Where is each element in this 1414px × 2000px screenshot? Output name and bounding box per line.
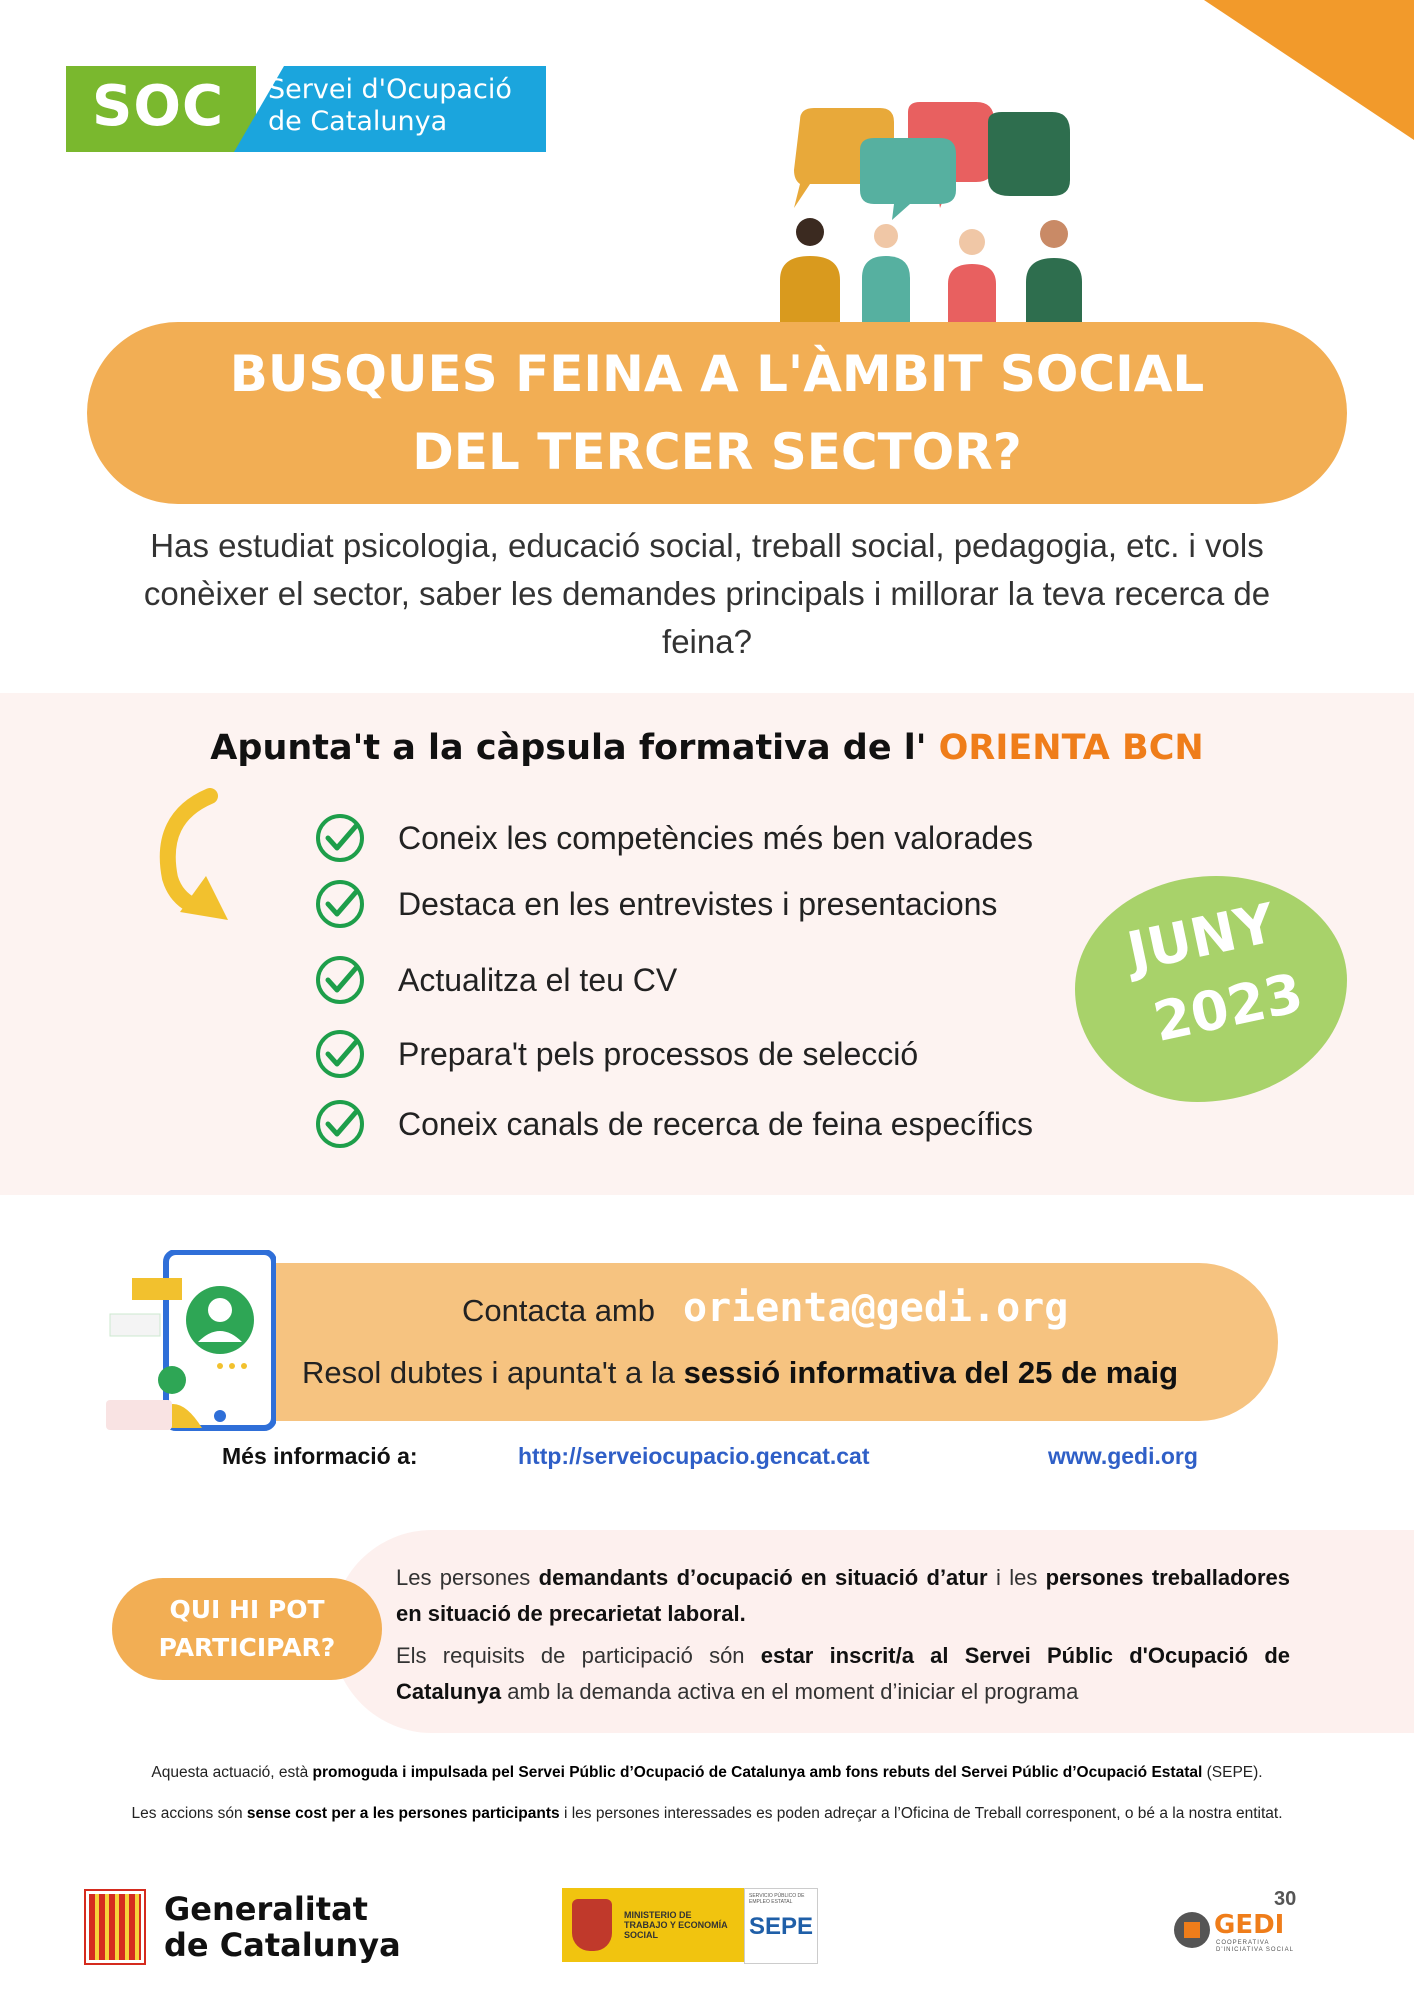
gedi-logo <box>1170 1888 1310 1958</box>
people-icons <box>780 218 1082 322</box>
checklist-item <box>314 812 1114 864</box>
checklist-text: Prepara't pels processos de selecció <box>398 1035 919 1072</box>
contact-email-link[interactable]: orienta@gedi.org <box>683 1285 1069 1331</box>
phone-contact-icon <box>106 1250 276 1436</box>
text-run-bold: estar inscrit/a al Servei Públic d'Ocupació de Catalunya <box>396 1643 1290 1704</box>
footnote-funding <box>100 1762 1314 1784</box>
generalitat-logo <box>86 1891 401 1963</box>
text-run: i les <box>995 1565 1038 1590</box>
catalan-flag-icon <box>86 1891 144 1963</box>
title-line-1: BUSQUES FEINA A L'ÀMBIT SOCIAL <box>229 345 1205 403</box>
curved-arrow-icon <box>150 788 240 928</box>
capsule-highlight: ORIENTA BCN <box>938 728 1204 768</box>
date-month: JUNY <box>1122 891 1281 984</box>
text-run-bold: demandants d’ocupació en situació d’atur <box>538 1565 988 1590</box>
capsule-heading <box>0 728 1414 768</box>
date-year: 2023 <box>1148 961 1309 1054</box>
generalitat-name <box>164 1891 401 1963</box>
soc-name: Servei d'Ocupació de Catalunya <box>268 74 512 137</box>
text-run: Les persones <box>396 1565 531 1590</box>
sepe-subtitle: SERVICIO PÚBLICO DE EMPLEO ESTATAL <box>749 1893 805 1905</box>
check-circle-icon <box>314 878 366 930</box>
text-run: Aquesta actuació, està <box>151 1764 309 1781</box>
text-run: Les accions són <box>131 1805 243 1822</box>
eligibility-text <box>396 1560 1290 1716</box>
eligibility-pill-line-2: PARTICIPAR? <box>158 1633 336 1662</box>
text-run: i les persones interessades es poden adreçar a l’Oficina de Treball corresponent, o bé a la nostra entitat. <box>563 1805 1283 1822</box>
ministerio-block <box>562 1888 744 1962</box>
checklist-item <box>314 878 1114 930</box>
generalitat-line-1: Generalitat <box>164 1890 368 1928</box>
soc-abbr: SOC <box>92 74 225 139</box>
eligibility-paragraph-2 <box>396 1638 1290 1710</box>
text-run-bold: persones treballadores en situació de precarietat laboral. <box>396 1565 1290 1626</box>
text-run: Els requisits de participació són <box>396 1643 745 1668</box>
contact-label: Contacta amb <box>462 1293 655 1328</box>
sepe-block <box>744 1888 818 1964</box>
gencat-link[interactable]: http://serveiocupacio.gencat.cat <box>518 1443 870 1469</box>
soc-logo <box>66 66 546 152</box>
capsule-prefix: Apunta't a la càpsula formativa de l' <box>210 728 927 768</box>
title-banner <box>87 322 1347 504</box>
speech-bubble-icons <box>794 102 1070 220</box>
sepe-name: SEPE <box>749 1913 814 1940</box>
gedi-name: GEDI <box>1214 1910 1285 1940</box>
eligibility-pill-line-1: QUI HI POT <box>169 1595 325 1624</box>
people-talking-illustration <box>780 100 1100 322</box>
gedi-mark-icon <box>1174 1912 1210 1948</box>
check-circle-icon <box>314 954 366 1006</box>
generalitat-line-2: de Catalunya <box>164 1926 401 1964</box>
intro-text: Has estudiat psicologia, educació social, treball social, pedagogia, etc. i vols conèixer el sector, saber les demandes principals i millorar la teva recerca de feina? <box>143 527 1271 660</box>
eligibility-pill <box>112 1578 382 1680</box>
text-run: (SEPE). <box>1206 1764 1263 1781</box>
footnote-cost <box>100 1803 1314 1825</box>
checklist-text: Coneix canals de recerca de feina específics <box>398 1105 1034 1142</box>
checklist-item <box>314 954 1114 1006</box>
gedi-subtitle: COOPERATIVA D'INICIATIVA SOCIAL <box>1216 1940 1294 1953</box>
checklist-text: Actualitza el teu CV <box>398 961 678 998</box>
checklist-item <box>314 1028 1114 1080</box>
ministerio-name: MINISTERIO DE TRABAJO Y ECONOMÍA SOCIAL <box>624 1910 728 1940</box>
text-run-bold: promoguda i impulsada pel Servei Públic d’Ocupació de Catalunya amb fons rebuts del Servei Públic d’Ocupació Estatal <box>312 1764 1203 1781</box>
corner-decoration <box>1204 0 1414 140</box>
spain-crest-icon <box>572 1899 612 1951</box>
check-circle-icon <box>314 1098 366 1150</box>
checklist-text: Destaca en les entrevistes i presentacions <box>398 885 998 922</box>
check-circle-icon <box>314 1028 366 1080</box>
title-line-2: DEL TERCER SECTOR? <box>412 423 1022 481</box>
checklist-text: Coneix les competències més ben valorades <box>398 819 1033 856</box>
check-circle-icon <box>314 812 366 864</box>
contact-line <box>462 1285 1068 1331</box>
session-line <box>302 1355 1178 1391</box>
text-run: amb la demanda activa en el moment d’iniciar el programa <box>507 1679 1079 1704</box>
checklist-item <box>314 1098 1114 1150</box>
session-prefix: Resol dubtes i apunta't a la <box>302 1355 675 1390</box>
text-run-bold: sense cost per a les persones participants <box>246 1805 560 1822</box>
ministerio-sepe-logo <box>562 1888 820 1962</box>
gedi-anniversary: 30 <box>1274 1888 1297 1910</box>
gedi-link[interactable]: www.gedi.org <box>1048 1443 1198 1469</box>
eligibility-paragraph-1 <box>396 1560 1290 1632</box>
session-date: sessió informativa del 25 de maig <box>683 1355 1179 1390</box>
more-info-label: Més informació a: <box>222 1443 418 1469</box>
